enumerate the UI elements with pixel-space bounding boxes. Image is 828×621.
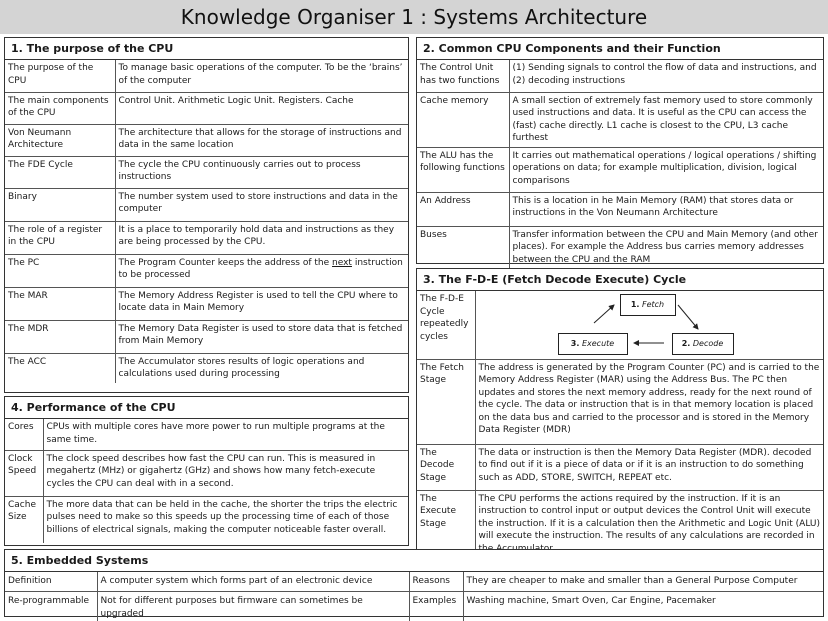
table-row bbox=[5, 353, 408, 383]
decode-number: 2. bbox=[681, 339, 691, 348]
definition: Washing machine, Smart Oven, Car Engine, Pacemaker bbox=[466, 596, 716, 606]
table-row bbox=[417, 226, 823, 272]
definition: The number system used to store instructions and data in the computer bbox=[115, 188, 408, 221]
table-row bbox=[5, 450, 408, 496]
table-row bbox=[5, 254, 408, 287]
section-4-table bbox=[5, 419, 408, 543]
table-row bbox=[417, 60, 823, 92]
definition: Not for different purposes but firmware can sometimes be upgraded bbox=[97, 592, 409, 621]
term: Clock Speed bbox=[5, 450, 43, 496]
definition: CPUs with multiple cores have more power to run multiple programs at the same time. bbox=[43, 419, 408, 450]
table-row bbox=[5, 188, 408, 221]
cycle-label: The F-D-E Cycle repeatedly cycles bbox=[417, 291, 475, 359]
page-title: Knowledge Organiser 1 : Systems Architecture bbox=[180, 5, 648, 29]
definition: They are cheaper to make and smaller than a General Purpose Computer bbox=[463, 572, 823, 592]
table-row bbox=[5, 419, 408, 450]
definition: It carries out mathematical operations / logical operations / shifting operations on data; for example multiplication, division, logical comparisons bbox=[509, 147, 823, 192]
term: The role of a register in the CPU bbox=[5, 221, 115, 254]
term: Re-programmable bbox=[5, 592, 97, 621]
table-row bbox=[5, 320, 408, 353]
definition: The CPU performs the actions required by the instruction. If it is an instruction to control input or output devices the Control Unit will execute the instruction. If it is a calculation then the Arithmetic and Logic Unit (ALU) will execute the instruction. The results of any calculations are recorded in bbox=[478, 493, 820, 541]
fetch-label: Fetch bbox=[642, 300, 665, 309]
section-1-heading: 1. The purpose of the CPU bbox=[5, 38, 408, 60]
section-embedded-systems bbox=[4, 549, 824, 617]
table-row bbox=[417, 92, 823, 147]
term: The Fetch Stage bbox=[417, 359, 475, 444]
section-1-table bbox=[5, 60, 408, 383]
definition: The address is generated by the Program Counter (PC) and is carried to the Memory Address Register (MAR) using the Address Bus. The PC then updates and stores the next memory address, ready for the next round of the cycle. The data or instruction that is in that memory location is placed on the data bus and carried to the processor and is stored in the Memory Data Register (MDR) bbox=[475, 359, 823, 444]
definition: The architecture that allows for the storage of instructions and data in the same location bbox=[115, 124, 408, 156]
underlined-word: next bbox=[332, 257, 352, 268]
table-row bbox=[5, 592, 823, 621]
term: The MAR bbox=[5, 287, 115, 320]
table-row bbox=[5, 60, 408, 92]
term: Buses bbox=[417, 226, 509, 272]
term: An Address bbox=[417, 192, 509, 226]
term: The purpose of the CPU bbox=[5, 60, 115, 92]
section-purpose-of-cpu bbox=[4, 37, 409, 393]
section-5-heading: 5. Embedded Systems bbox=[5, 550, 823, 572]
term: Cache Size bbox=[5, 496, 43, 543]
definition: It is a place to temporarily hold data and instructions as they are being processed by the CPU. bbox=[115, 221, 408, 254]
table-row bbox=[5, 92, 408, 124]
table-row bbox=[5, 156, 408, 188]
decode-stage-box bbox=[672, 333, 734, 355]
execute-label: Execute bbox=[581, 339, 615, 348]
table-row bbox=[5, 124, 408, 156]
table-row bbox=[417, 192, 823, 226]
term: The PC bbox=[5, 254, 115, 287]
term: The FDE Cycle bbox=[5, 156, 115, 188]
term: Reasons bbox=[409, 572, 463, 592]
table-row bbox=[417, 291, 823, 359]
table-row bbox=[417, 147, 823, 192]
term: The main components of the CPU bbox=[5, 92, 115, 124]
definition-text: instruction to be processed bbox=[118, 257, 403, 280]
term: Von Neumann Architecture bbox=[5, 124, 115, 156]
definition: The Accumulator stores results of logic operations and calculations used during processing bbox=[118, 356, 365, 379]
definition: Control Unit. Arithmetic Logic Unit. Registers. Cache bbox=[115, 92, 408, 124]
definition: A computer system which forms part of an electronic device bbox=[97, 572, 409, 592]
section-performance-of-cpu bbox=[4, 396, 409, 546]
term: The Decode Stage bbox=[417, 444, 475, 490]
definition: The clock speed describes how fast the CPU can run. This is measured in megahertz (MHz) or gigahertz (GHz) and shows how many fetch-execute cycles the CPU can deal with in a second. bbox=[43, 450, 408, 496]
term: The ALU has the following functions bbox=[417, 147, 509, 192]
arrow-fetch-to-decode bbox=[678, 305, 698, 329]
term: Examples bbox=[409, 592, 463, 621]
table-row bbox=[5, 287, 408, 320]
arrow-execute-to-fetch bbox=[594, 305, 614, 323]
execute-stage-box bbox=[558, 333, 628, 355]
execute-number: 3. bbox=[570, 339, 580, 348]
table-row bbox=[417, 444, 823, 490]
definition: The Memory Data Register is used to store data that is fetched from Main Memory bbox=[115, 320, 408, 353]
term: Cache memory bbox=[417, 92, 509, 147]
section-cpu-components bbox=[416, 37, 824, 264]
section-4-heading: 4. Performance of the CPU bbox=[5, 397, 408, 419]
section-2-heading: 2. Common CPU Components and their Function bbox=[417, 38, 823, 60]
term: Cores bbox=[5, 419, 43, 450]
table-row bbox=[5, 221, 408, 254]
definition: Transfer information between the CPU and Main Memory (and other places). For example the Address bus carries memory addresses between the CPU and the RAM bbox=[512, 229, 818, 265]
title-bar bbox=[0, 0, 828, 34]
decode-label: Decode bbox=[692, 339, 724, 348]
section-3-heading: 3. The F-D-E (Fetch Decode Execute) Cycle bbox=[417, 269, 823, 291]
definition: The Memory Address Register is used to tell the CPU where to locate data in Main Memory bbox=[115, 287, 408, 320]
table-row bbox=[5, 496, 408, 543]
definition: This is a location in he Main Memory (RAM) that stores data or instructions in the Von Neumann Architecture bbox=[509, 192, 823, 226]
definition: The cycle the CPU continuously carries out to process instructions bbox=[115, 156, 408, 188]
term: Definition bbox=[5, 572, 97, 592]
term: The ACC bbox=[5, 353, 115, 383]
section-2-table bbox=[417, 60, 823, 272]
definition: To manage basic operations of the computer. To be the ‘brains’ of the computer bbox=[115, 60, 408, 92]
definition bbox=[115, 254, 408, 287]
definition: The data or instruction is then the Memory Data Register (MDR). decoded to find out if it is a piece of data or if it is an instruction to do something such as ADD, STORE, SWITCH, REPEAT etc. bbox=[475, 444, 823, 490]
section-3-table bbox=[417, 291, 823, 562]
term: Binary bbox=[5, 188, 115, 221]
definition-text: The Program Counter keeps the address of the bbox=[118, 257, 333, 268]
definition: A small section of extremely fast memory used to store commonly used instructions and data. It is useful as the CPU can access the (fast) cache directly. L1 cache is closest to the CPU, L3 cache furthest bbox=[509, 92, 823, 147]
table-row bbox=[5, 572, 823, 592]
section-5-table bbox=[5, 572, 823, 621]
fde-cycle-diagram bbox=[475, 291, 823, 359]
definition: (1) Sending signals to control the flow of data and instructions, and (2) decoding instructions bbox=[509, 60, 823, 92]
section-fde-cycle bbox=[416, 268, 824, 566]
fetch-stage-box bbox=[620, 294, 676, 316]
table-row bbox=[417, 359, 823, 444]
fetch-number: 1. bbox=[630, 300, 640, 309]
definition: The more data that can be held in the cache, the shorter the trips the electric pulses need to make so this speeds up the processing time of each of those billions of electrical signals, making the computer noticeable faster overall. bbox=[46, 499, 398, 535]
term: The Execute Stage bbox=[417, 490, 475, 562]
term: The Control Unit has two functions bbox=[417, 60, 509, 92]
term: The MDR bbox=[5, 320, 115, 353]
